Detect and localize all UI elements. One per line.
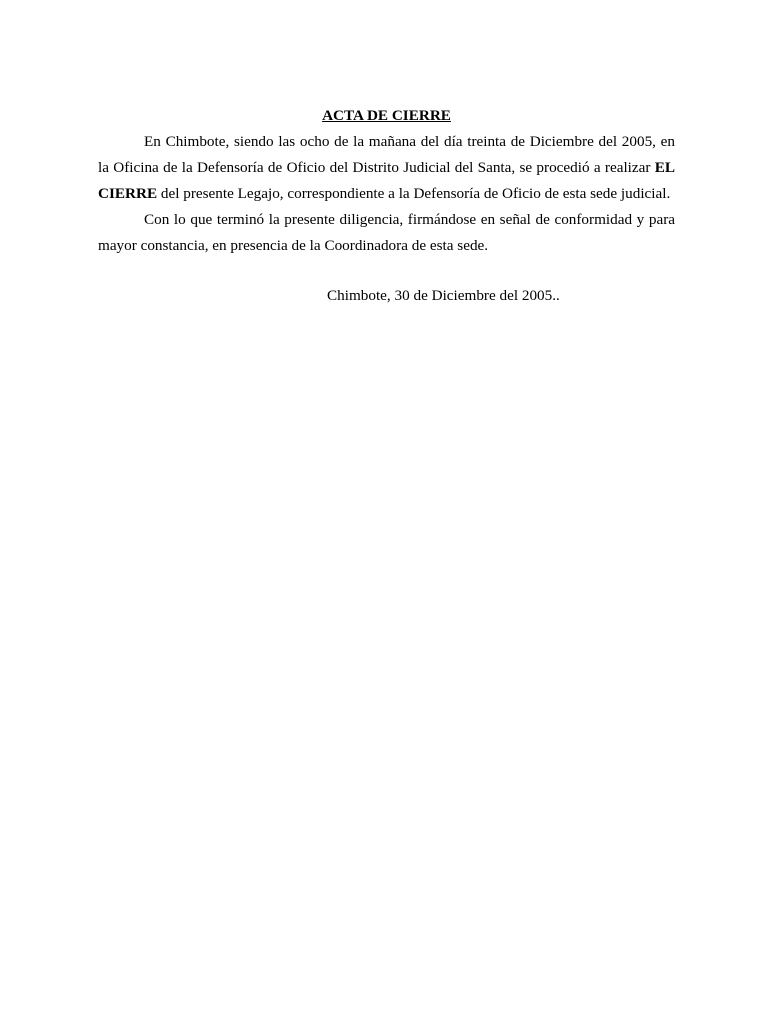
paragraph-1-tail: del presente Legajo, correspondiente a la Defensoría de Oficio de esta sede judicial. [157, 185, 671, 202]
paragraph-1-emphasis: EL CIERRE [98, 159, 675, 202]
paragraph-1 [98, 129, 675, 207]
closing-date-line: Chimbote, 30 de Diciembre del 2005.. [327, 287, 560, 304]
paragraph-1-lead: En Chimbote, siendo las ocho de la mañana del día treinta de Diciembre del 2005, en la Oficina de la Defensoría de Oficio del Distrito Judicial del Santa, se procedió a realizar [98, 133, 675, 176]
paragraph-2: Con lo que terminó la presente diligencia, firmándose en señal de conformidad y para mayor constancia, en presencia de la Coordinadora de esta sede. [98, 211, 675, 254]
document-title: ACTA DE CIERRE [322, 107, 451, 124]
document-page [98, 103, 675, 309]
